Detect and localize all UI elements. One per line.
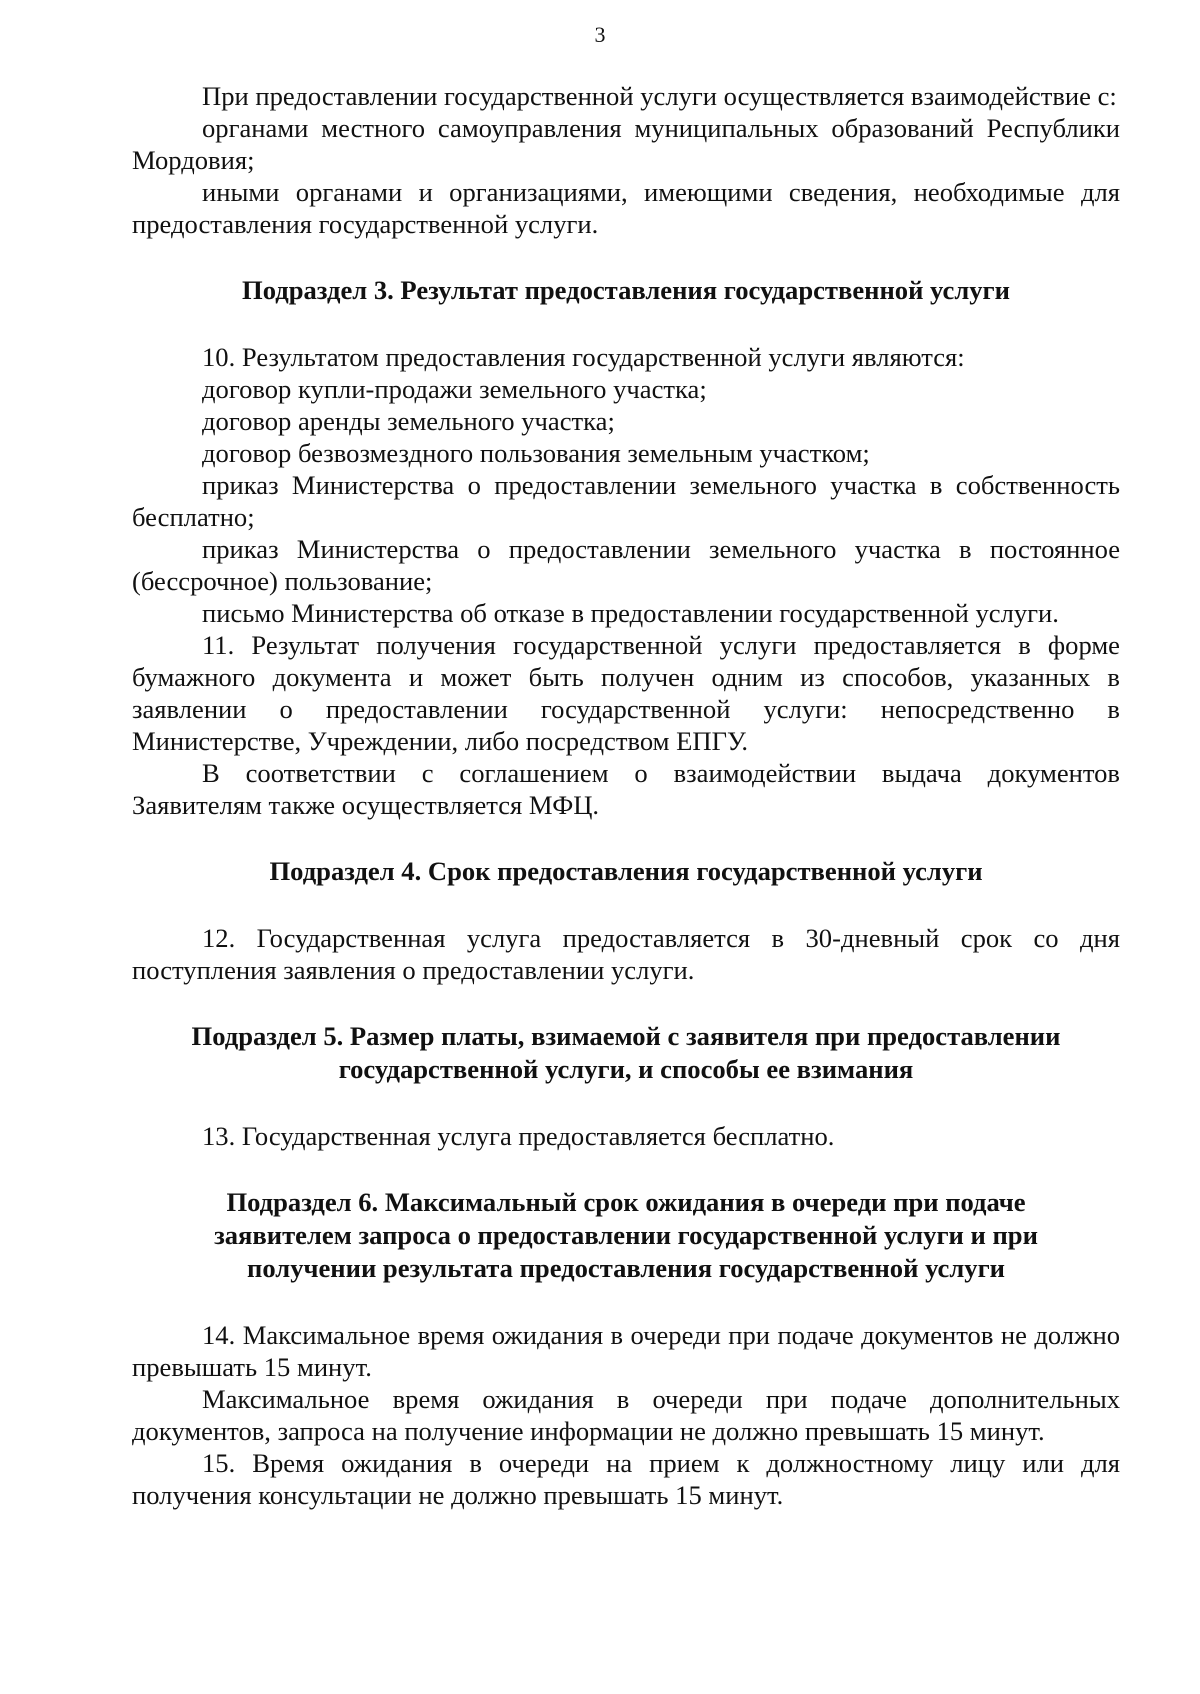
section-5-heading (132, 1020, 1120, 1086)
section-6-paragraph-1: 14. Максимальное время ожидания в очереди при подаче документов не должно превышать 15 минут. (132, 1320, 1120, 1382)
section-3-paragraph-7: письмо Министерства об отказе в предоставлении государственной услуги. (202, 598, 1059, 628)
section-3-paragraph-9: В соответствии с соглашением о взаимодействии выдача документов Заявителям также осуществляется МФЦ. (132, 758, 1120, 820)
section-3-paragraph-4: договор безвозмездного пользования земельным участком; (202, 438, 870, 468)
section-3-paragraph-6: приказ Министерства о предоставлении земельного участка в постоянное (бессрочное) пользование; (132, 534, 1120, 596)
section-6-heading-line-2: заявителем запроса о предоставлении государственной услуги и при (214, 1220, 1038, 1250)
section-3-paragraph-1: 10. Результатом предоставления государственной услуги являются: (202, 342, 965, 372)
intro-paragraph-2: органами местного самоуправления муниципальных образований Республики Мордовия; (132, 113, 1120, 175)
document-body (132, 80, 1120, 1511)
section-3-paragraph-5: приказ Министерства о предоставлении земельного участка в собственность бесплатно; (132, 470, 1120, 532)
section-4-heading: Подраздел 4. Срок предоставления государственной услуги (269, 856, 983, 886)
section-6-paragraph-2: Максимальное время ожидания в очереди при подаче дополнительных документов, запроса на получение информации не должно превышать 15 минут. (132, 1384, 1120, 1446)
section-6-paragraph-3: 15. Время ожидания в очереди на прием к должностному лицу или для получения консультации не должно превышать 15 минут. (132, 1448, 1120, 1510)
section-5-paragraph-1: 13. Государственная услуга предоставляется бесплатно. (202, 1121, 835, 1151)
section-4-paragraph-1: 12. Государственная услуга предоставляется в 30-дневный срок со дня поступления заявления о предоставлении услуги. (132, 923, 1120, 985)
section-3-heading: Подраздел 3. Результат предоставления государственной услуги (242, 275, 1010, 305)
section-6-heading-line-3: получении результата предоставления государственной услуги (247, 1253, 1005, 1283)
section-5-heading-line-2: государственной услуги, и способы ее взимания (338, 1054, 914, 1084)
section-6-heading (132, 1186, 1120, 1285)
section-3-paragraph-8: 11. Результат получения государственной услуги предоставляется в форме бумажного документа и может быть получен одним из способов, указанных в заявлении о предоставлении государственной услуги: непосредственно в Министерстве, Учреждении, либо посредством ЕПГУ. (132, 630, 1120, 756)
section-3-paragraph-3: договор аренды земельного участка; (202, 406, 615, 436)
intro-paragraph-3: иными органами и организациями, имеющими сведения, необходимые для предоставления государственной услуги. (132, 177, 1120, 239)
section-6-heading-line-1: Подраздел 6. Максимальный срок ожидания в очереди при подаче (226, 1187, 1026, 1217)
section-5-heading-line-1: Подраздел 5. Размер платы, взимаемой с заявителя при предоставлении (191, 1021, 1061, 1051)
section-3-paragraph-2: договор купли-продажи земельного участка; (202, 374, 707, 404)
intro-paragraph-1: При предоставлении государственной услуги осуществляется взаимодействие с: (202, 81, 1117, 111)
page-number: 3 (594, 22, 606, 47)
